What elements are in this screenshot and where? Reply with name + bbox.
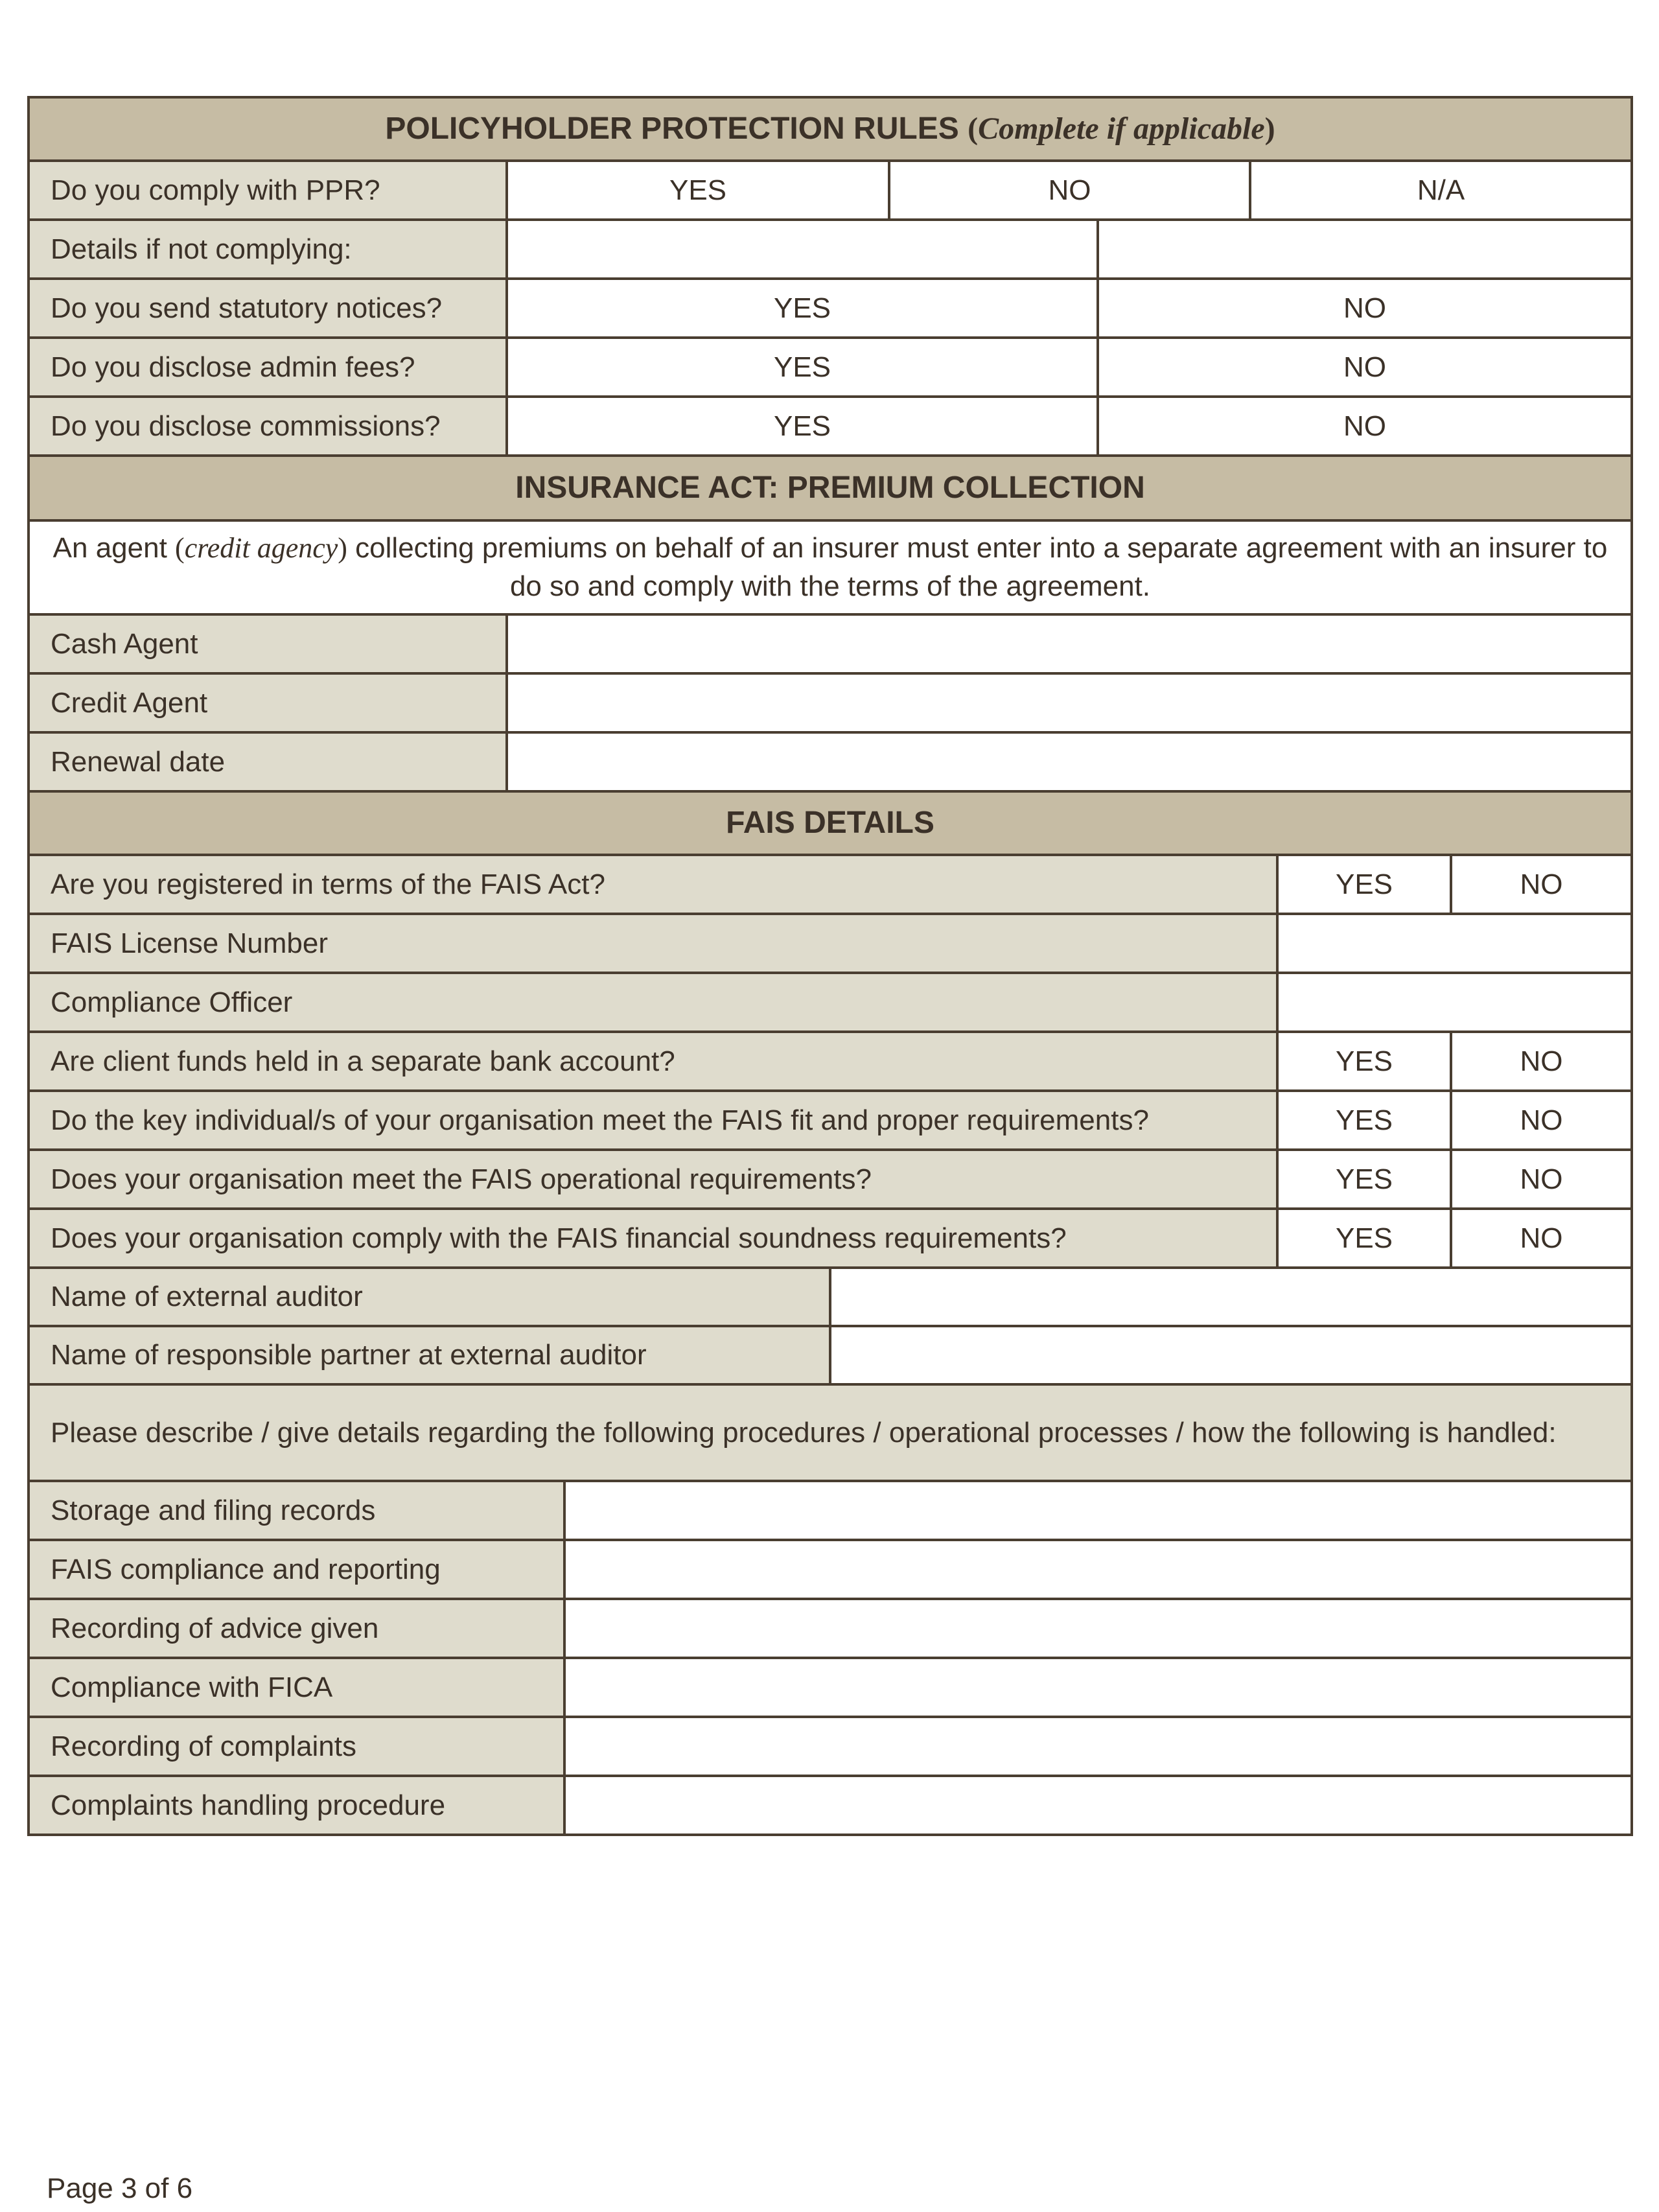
ppr-details-field-1[interactable] [505, 221, 1096, 277]
insurance-section-title: INSURANCE ACT: PREMIUM COLLECTION [30, 457, 1630, 519]
external-auditor-row [30, 1266, 1630, 1325]
ppr-statutory-yes-option[interactable]: YES [505, 280, 1096, 336]
ppr-row-admin-fees [30, 336, 1630, 395]
note-text-before: An agent [52, 532, 176, 565]
fais-license-label: FAIS License Number [30, 915, 1276, 972]
fais-operational-no-option[interactable]: NO [1450, 1151, 1630, 1207]
ppr-details-field-2[interactable] [1096, 221, 1630, 277]
credit-agent-row [30, 672, 1630, 731]
renewal-date-field[interactable] [505, 734, 1630, 790]
procedure-row-complaints-handling [30, 1775, 1630, 1834]
fais-row-client-funds [30, 1030, 1630, 1089]
insurance-note [30, 522, 1630, 613]
ppr-paren-close: ) [1264, 111, 1275, 146]
fais-operational-label: Does your organisation meet the FAIS operational requirements? [30, 1151, 1276, 1207]
fais-fit-proper-no-option[interactable]: NO [1450, 1092, 1630, 1148]
ppr-commissions-label: Do you disclose commissions? [30, 398, 505, 454]
fais-row-compliance-officer [30, 972, 1630, 1030]
ppr-row-statutory-notices [30, 277, 1630, 336]
fais-row-registered [30, 854, 1630, 913]
fais-fit-proper-yes-option[interactable]: YES [1276, 1092, 1450, 1148]
procedure-row-storage [30, 1480, 1630, 1539]
ppr-comply-no-option[interactable]: NO [888, 162, 1249, 218]
insurance-section-header-row [30, 454, 1630, 519]
renewal-date-row [30, 731, 1630, 790]
procedure-complaints-handling-label: Complaints handling procedure [30, 1777, 563, 1834]
fais-section-header-row [30, 790, 1630, 854]
procedure-fais-compliance-label: FAIS compliance and reporting [30, 1541, 563, 1598]
ppr-section-header-row [30, 99, 1630, 159]
fais-client-funds-label: Are client funds held in a separate bank account? [30, 1033, 1276, 1089]
insurance-note-row [30, 519, 1630, 613]
ppr-statutory-label: Do you send statutory notices? [30, 280, 505, 336]
ppr-commissions-no-option[interactable]: NO [1096, 398, 1630, 454]
procedures-intro-row [30, 1383, 1630, 1480]
procedure-row-advice [30, 1598, 1630, 1657]
fais-compliance-officer-field[interactable] [1276, 974, 1630, 1030]
ppr-comply-label: Do you comply with PPR? [30, 162, 505, 218]
procedure-complaints-handling-field[interactable] [563, 1777, 1630, 1834]
procedure-row-recording-complaints [30, 1716, 1630, 1775]
fais-compliance-officer-label: Compliance Officer [30, 974, 1276, 1030]
ppr-statutory-no-option[interactable]: NO [1096, 280, 1630, 336]
fais-client-funds-yes-option[interactable]: YES [1276, 1033, 1450, 1089]
note-paren-close: ) [338, 532, 347, 565]
cash-agent-label: Cash Agent [30, 616, 505, 672]
fais-row-financial-soundness [30, 1207, 1630, 1266]
renewal-date-label: Renewal date [30, 734, 505, 790]
external-auditor-label: Name of external auditor [30, 1269, 829, 1325]
cash-agent-row [30, 613, 1630, 672]
procedure-storage-field[interactable] [563, 1482, 1630, 1539]
fais-operational-yes-option[interactable]: YES [1276, 1151, 1450, 1207]
cash-agent-field[interactable] [505, 616, 1630, 672]
note-paren-open: ( [175, 532, 185, 565]
procedure-advice-field[interactable] [563, 1600, 1630, 1657]
page-number: Page 3 of 6 [47, 2172, 193, 2204]
responsible-partner-row [30, 1325, 1630, 1383]
ppr-commissions-yes-option[interactable]: YES [505, 398, 1096, 454]
fais-row-fit-proper [30, 1089, 1630, 1148]
fais-row-license-number [30, 913, 1630, 972]
ppr-paren-open: ( [968, 111, 979, 146]
credit-agent-field[interactable] [505, 675, 1630, 731]
procedure-fica-field[interactable] [563, 1659, 1630, 1716]
fais-financial-soundness-label: Does your organisation comply with the FAIS financial soundness requirements? [30, 1210, 1276, 1266]
fais-financial-soundness-yes-option[interactable]: YES [1276, 1210, 1450, 1266]
note-text-after: collecting premiums on behalf of an insurer must enter into a separate agreement with an insurer to do so and comply with the terms of the agreement. [347, 532, 1608, 602]
ppr-row-comply [30, 159, 1630, 218]
responsible-partner-label: Name of responsible partner at external auditor [30, 1327, 829, 1383]
fais-row-operational [30, 1148, 1630, 1207]
fais-fit-proper-label: Do the key individual/s of your organisation meet the FAIS fit and proper requirements? [30, 1092, 1276, 1148]
ppr-section-title [30, 99, 1630, 159]
fais-license-field[interactable] [1276, 915, 1630, 972]
external-auditor-field[interactable] [829, 1269, 1630, 1325]
ppr-row-details [30, 218, 1630, 277]
procedures-intro-text: Please describe / give details regarding the following procedures / operational processes / how the following is handled: [30, 1386, 1630, 1480]
ppr-comply-yes-option[interactable]: YES [505, 162, 888, 218]
ppr-details-label: Details if not complying: [30, 221, 505, 277]
procedure-recording-complaints-field[interactable] [563, 1718, 1630, 1775]
procedure-advice-label: Recording of advice given [30, 1600, 563, 1657]
fais-financial-soundness-no-option[interactable]: NO [1450, 1210, 1630, 1266]
fais-registered-no-option[interactable]: NO [1450, 856, 1630, 913]
fais-client-funds-no-option[interactable]: NO [1450, 1033, 1630, 1089]
fais-registered-label: Are you registered in terms of the FAIS Act? [30, 856, 1276, 913]
fais-section-title: FAIS DETAILS [30, 793, 1630, 854]
ppr-title-text: POLICYHOLDER PROTECTION RULES [385, 111, 959, 146]
procedure-row-fica [30, 1657, 1630, 1716]
ppr-title-note: Complete if applicable [978, 111, 1265, 146]
ppr-admin-fees-no-option[interactable]: NO [1096, 339, 1630, 395]
note-italic-credit-agency: credit agency [184, 532, 338, 565]
ppr-comply-na-option[interactable]: N/A [1249, 162, 1630, 218]
procedure-fica-label: Compliance with FICA [30, 1659, 563, 1716]
credit-agent-label: Credit Agent [30, 675, 505, 731]
ppr-row-commissions [30, 395, 1630, 454]
procedure-recording-complaints-label: Recording of complaints [30, 1718, 563, 1775]
procedure-storage-label: Storage and filing records [30, 1482, 563, 1539]
ppr-admin-fees-label: Do you disclose admin fees? [30, 339, 505, 395]
procedure-fais-compliance-field[interactable] [563, 1541, 1630, 1598]
procedure-row-fais-compliance [30, 1539, 1630, 1598]
application-form [27, 96, 1633, 1836]
ppr-admin-fees-yes-option[interactable]: YES [505, 339, 1096, 395]
fais-registered-yes-option[interactable]: YES [1276, 856, 1450, 913]
responsible-partner-field[interactable] [829, 1327, 1630, 1383]
